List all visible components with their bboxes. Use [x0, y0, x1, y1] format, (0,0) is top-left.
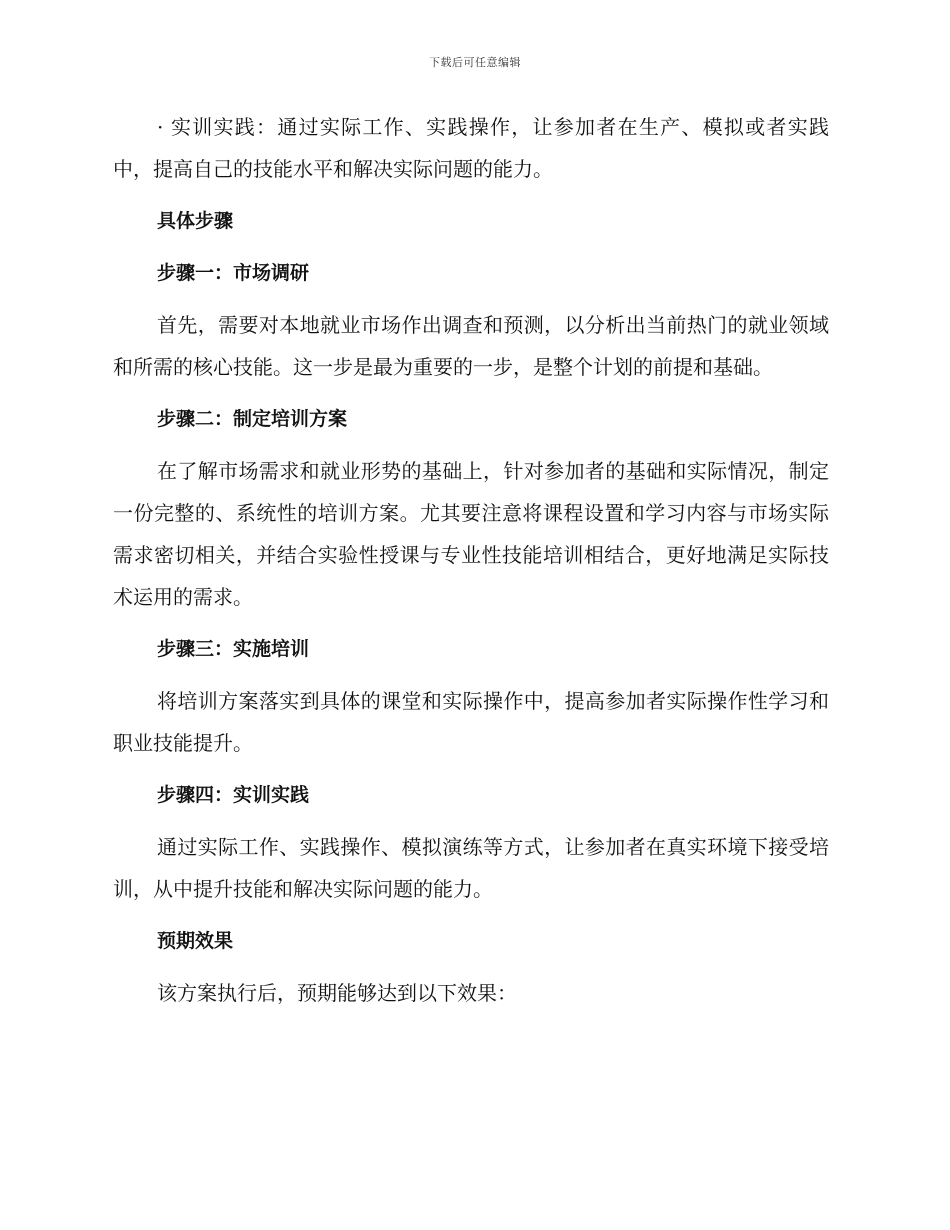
- step4-title: 步骤四：实训实践: [157, 784, 310, 806]
- step3-text: 将培训方案落实到具体的课堂和实际操作中，提高参加者实际操作性学习和职业技能提升。: [113, 689, 829, 755]
- page-header: 下载后可任意编辑: [429, 56, 521, 69]
- bullet-practice: · 实训实践：通过实际工作、实践操作，让参加者在生产、模拟或者实践中，提高自己的技能水平和解决实际问题的能力。: [113, 115, 829, 181]
- effects-intro: 该方案执行后，预期能够达到以下效果：: [157, 981, 517, 1005]
- document-body: [113, 106, 829, 1024]
- step3-title: 步骤三：实施培训: [157, 638, 310, 660]
- step1-text: 首先，需要对本地就业市场作出调查和预测，以分析出当前热门的就业领域和所需的核心技能。这一步是最为重要的一步，是整个计划的前提和基础。: [113, 313, 829, 379]
- step2-title: 步骤二：制定培训方案: [157, 408, 348, 430]
- step1-title: 步骤一：市场调研: [157, 262, 310, 284]
- step2-text: 在了解市场需求和就业形势的基础上，针对参加者的基础和实际情况，制定一份完整的、系统性的培训方案。尤其要注意将课程设置和学习内容与市场实际需求密切相关，并结合实验性授课与专业性技能培训相结合，更好地满足实际技术运用的需求。: [113, 459, 829, 609]
- section-heading-effects: 预期效果: [157, 930, 234, 952]
- section-heading-steps: 具体步骤: [157, 210, 234, 232]
- step4-text: 通过实际工作、实践操作、模拟演练等方式，让参加者在真实环境下接受培训，从中提升技能和解决实际问题的能力。: [113, 835, 829, 901]
